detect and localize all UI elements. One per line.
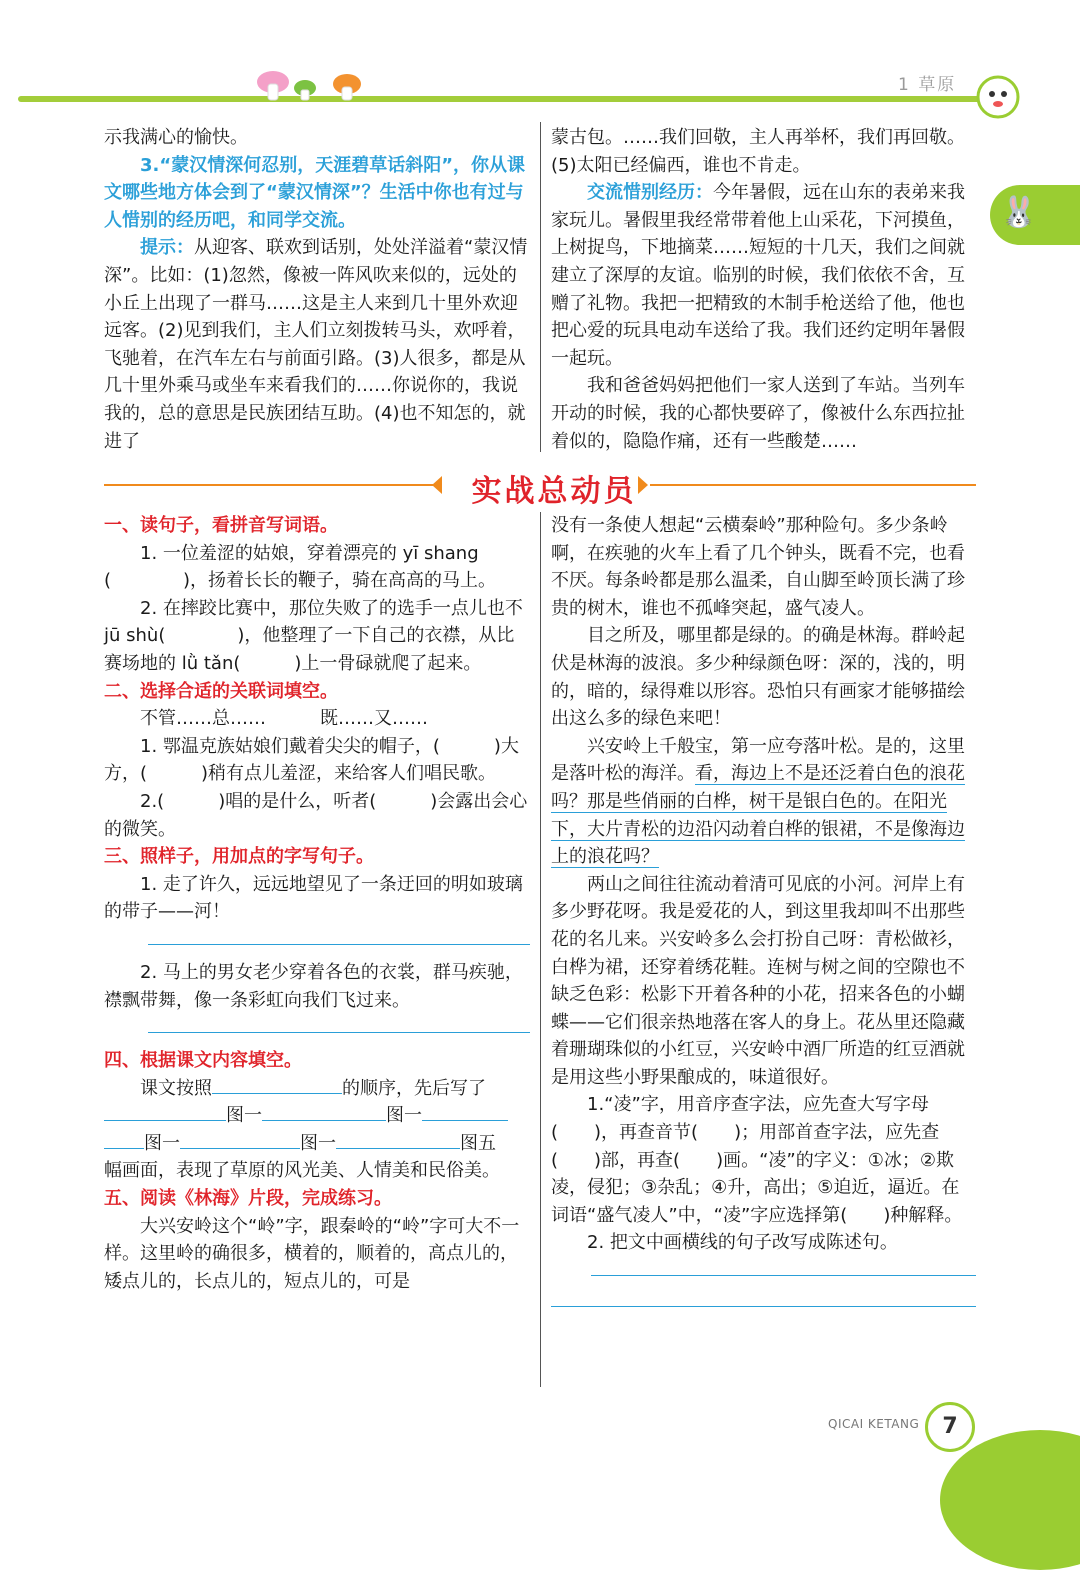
experience-text: 今年暑假，远在山东的表弟来我家玩儿。暑假里我经常带着他上山采花，下河摸鱼，上树捉鸟，下地摘菜……短短的十几天，我们之间就建立了深厚的友谊。临别的时候，我们依依不舍，互赠了礼物。我把一把精致的木制手枪送给了他，他也把心爱的玩具电动车送给了我。我们还约定明年暑假一起玩。	[551, 182, 965, 369]
hint-label: 提示：	[140, 237, 194, 259]
s4-line4: 幅画面，表现了草原的风光美、人情美和民俗美。	[104, 1160, 500, 1182]
answer-line[interactable]	[148, 932, 530, 945]
fig-label: 图一	[226, 1105, 262, 1127]
column-divider	[540, 512, 541, 1387]
underlined-sentence: 看，海边上不是还泛着白色的浪花吗？那是些俏丽的白桦，树干是银白色的。在阳光下，大片青松的边沿闪动着白桦的银裙，不是像海边上的浪花吗？	[551, 763, 965, 868]
s4-line2	[104, 1102, 530, 1130]
s5-q2: 2. 把文中画横线的句子改写成陈述句。	[587, 1232, 898, 1254]
blank[interactable]	[104, 1130, 144, 1149]
s1-q1-line1: 1. 一位羞涩的姑娘，穿着漂亮的 yī shang	[140, 542, 479, 564]
banner-rule-left	[104, 484, 434, 486]
banner-arrow-right-icon	[638, 476, 648, 494]
fig-label: 图五	[460, 1132, 496, 1154]
blank[interactable]	[422, 1102, 508, 1121]
s3-q2: 2. 马上的男女老少穿着各色的衣裳，群马疾驰，襟飘带舞，像一条彩虹向我们飞过来。	[104, 961, 523, 1011]
chapter-title: 1 草原	[898, 75, 957, 95]
fig-label: 图一	[386, 1105, 422, 1127]
text-line: 示我满心的愉快。	[104, 127, 248, 148]
s3-q1: 1. 走了许久，远远地望见了一条迂回的明如玻璃的带子——河！	[104, 873, 523, 923]
section-1-title: 一、读句子，看拼音写词语。	[104, 515, 338, 536]
section-2-title: 二、选择合适的关联词填空。	[104, 680, 338, 702]
hint-paragraph	[104, 234, 530, 455]
blank[interactable]	[104, 1102, 226, 1121]
answer-line[interactable]	[551, 1294, 976, 1307]
mushroom-decoration-icon	[255, 68, 365, 104]
s4-line1	[104, 1075, 530, 1103]
passage-p3-text: 兴安岭上千般宝，第一应夸落叶松。是的，这里是落叶松的海洋。	[551, 735, 965, 785]
s5-q1: 1.“凌”字，用音序查字法，应先查大写字母( )，再查音节( )；用部首查字法，应先查( )部，再查( )画。“凌”的字义：①冰；②欺凌，侵犯；③杂乱；④升，高出；⑤迫近，逼近。在词语“盛气凌人”中，“凌”字应选择第( )种解释。	[551, 1094, 963, 1226]
hint-text: 从迎客、联欢到话别，处处洋溢着“蒙汉情深”。比如：(1)忽然，像被一阵风吹来似的，远处的小丘上出现了一群马……这是主人来到几十里外欢迎远客。(2)见到我们，主人们立刻拨转马头，欢呼着，飞驰着，在汽车左右与前面引路。(3)人很多，都是从几十里外乘马或坐车来看我们的……你说你的，我说我的，总的意思是民族团结互助。(4)也不知怎的，就进了	[104, 237, 528, 452]
question-3: 3.“蒙汉情深何忍别，天涯碧草话斜阳”，你从课文哪些地方体会到了“蒙汉情深”？生活中你也有过与人惜别的经历吧，和同学交流。	[104, 154, 526, 231]
page-number: 7	[925, 1402, 975, 1452]
fig-label: 图一	[144, 1132, 180, 1154]
s1-q2: 2. 在摔跤比赛中，那位失败了的选手一点儿也不 jū shù( )，他整理了一下自己的衣襟，从比赛场地的 lǜ tǎn( )上一骨碌就爬了起来。	[104, 597, 523, 674]
top-left-column	[104, 124, 530, 455]
fig-label: 图一	[300, 1132, 336, 1154]
banner-arrow-left-icon	[432, 476, 442, 494]
cartoon-mascot-icon	[975, 74, 1021, 120]
top-right-column	[551, 124, 976, 455]
passage-p1: 大兴安岭这个“岭”字，跟秦岭的“岭”字可大不一样。这里岭的确很多，横着的，顺着的，高点儿的，矮点儿的，长点儿的，短点儿的，可是	[104, 1215, 520, 1292]
exercise-right-column	[551, 512, 976, 1307]
s4-text: 的顺序，先后写了	[342, 1077, 486, 1099]
exercise-left-column	[104, 512, 530, 1295]
passage-p2: 目之所及，哪里都是绿的。的确是林海。群岭起伏是林海的波浪。多少种绿颜色呀：深的，浅的，明的，暗的，绿得难以形容。恐怕只有画家才能够描绘出这么多的绿色来吧！	[551, 625, 965, 730]
blank[interactable]	[336, 1130, 460, 1149]
s4-line3	[104, 1130, 530, 1158]
section-4-title: 四、根据课文内容填空。	[104, 1050, 302, 1072]
footer-decoration	[940, 1430, 1080, 1570]
text-line: 蒙古包。……我们回敬，主人再举杯，我们再回敬。(5)太阳已经偏西，谁也不肯走。	[551, 127, 965, 176]
s2-options: 不管……总…… 既……又……	[140, 708, 428, 730]
section-banner	[104, 466, 976, 509]
blank[interactable]	[180, 1130, 300, 1149]
s2-q1: 1. 鄂温克族姑娘们戴着尖尖的帽子，( )大方，( )稍有点儿羞涩，来给客人们唱民歌。	[104, 735, 519, 785]
banner-rule-right	[650, 484, 976, 486]
passage-p3	[551, 733, 976, 871]
section-5-title: 五、阅读《林海》片段，完成练习。	[104, 1188, 392, 1210]
experience-paragraph	[551, 179, 976, 372]
s2-q2: 2.( )唱的是什么，听者( )会露出会心的微笑。	[104, 790, 528, 840]
blank[interactable]	[262, 1102, 386, 1121]
header-rule	[18, 96, 1008, 102]
answer-line[interactable]	[591, 1263, 976, 1276]
s1-q1-line2: ( )，扬着长长的鞭子，骑在高高的马上。	[104, 570, 497, 592]
banner-title: 实战总动员	[471, 474, 637, 509]
side-tab-bunny-icon: 🐰	[990, 185, 1080, 245]
blank[interactable]	[212, 1075, 342, 1094]
section-3-title: 三、照样子，用加点的字写句子。	[104, 846, 374, 868]
passage-p4: 两山之间往往流动着清可见底的小河。河岸上有多少野花呀。我是爱花的人，到这里我却叫不出那些花的名儿来。兴安岭多么会打扮自己呀：青松做衫，白桦为裙，还穿着绣花鞋。连树与树之间的空隙也不缺乏色彩：松影下开着各种的小花，招来各色的小蝴蝶——它们很亲热地落在客人的身上。花丛里还隐藏着珊瑚珠似的小红豆，兴安岭中酒厂所造的红豆酒就是用这些小野果酿成的，味道很好。	[551, 873, 965, 1088]
station-paragraph: 我和爸爸妈妈把他们一家人送到了车站。当列车开动的时候，我的心都快要碎了，像被什么东西拉扯着似的，隐隐作痛，还有一些酸楚……	[551, 375, 965, 452]
column-divider	[540, 122, 541, 452]
passage-p1-cont: 没有一条使人想起“云横秦岭”那种险句。多少条岭啊，在疾驰的火车上看了几个钟头，既看不完，也看不厌。每条岭都是那么温柔，自山脚至岭顶长满了珍贵的树木，谁也不孤峰突起，盛气凌人。	[551, 515, 965, 619]
footer-brand: QICAI KETANG	[828, 1417, 920, 1431]
experience-label: 交流惜别经历：	[587, 182, 713, 204]
s4-text: 课文按照	[140, 1077, 212, 1099]
answer-line[interactable]	[148, 1020, 530, 1033]
